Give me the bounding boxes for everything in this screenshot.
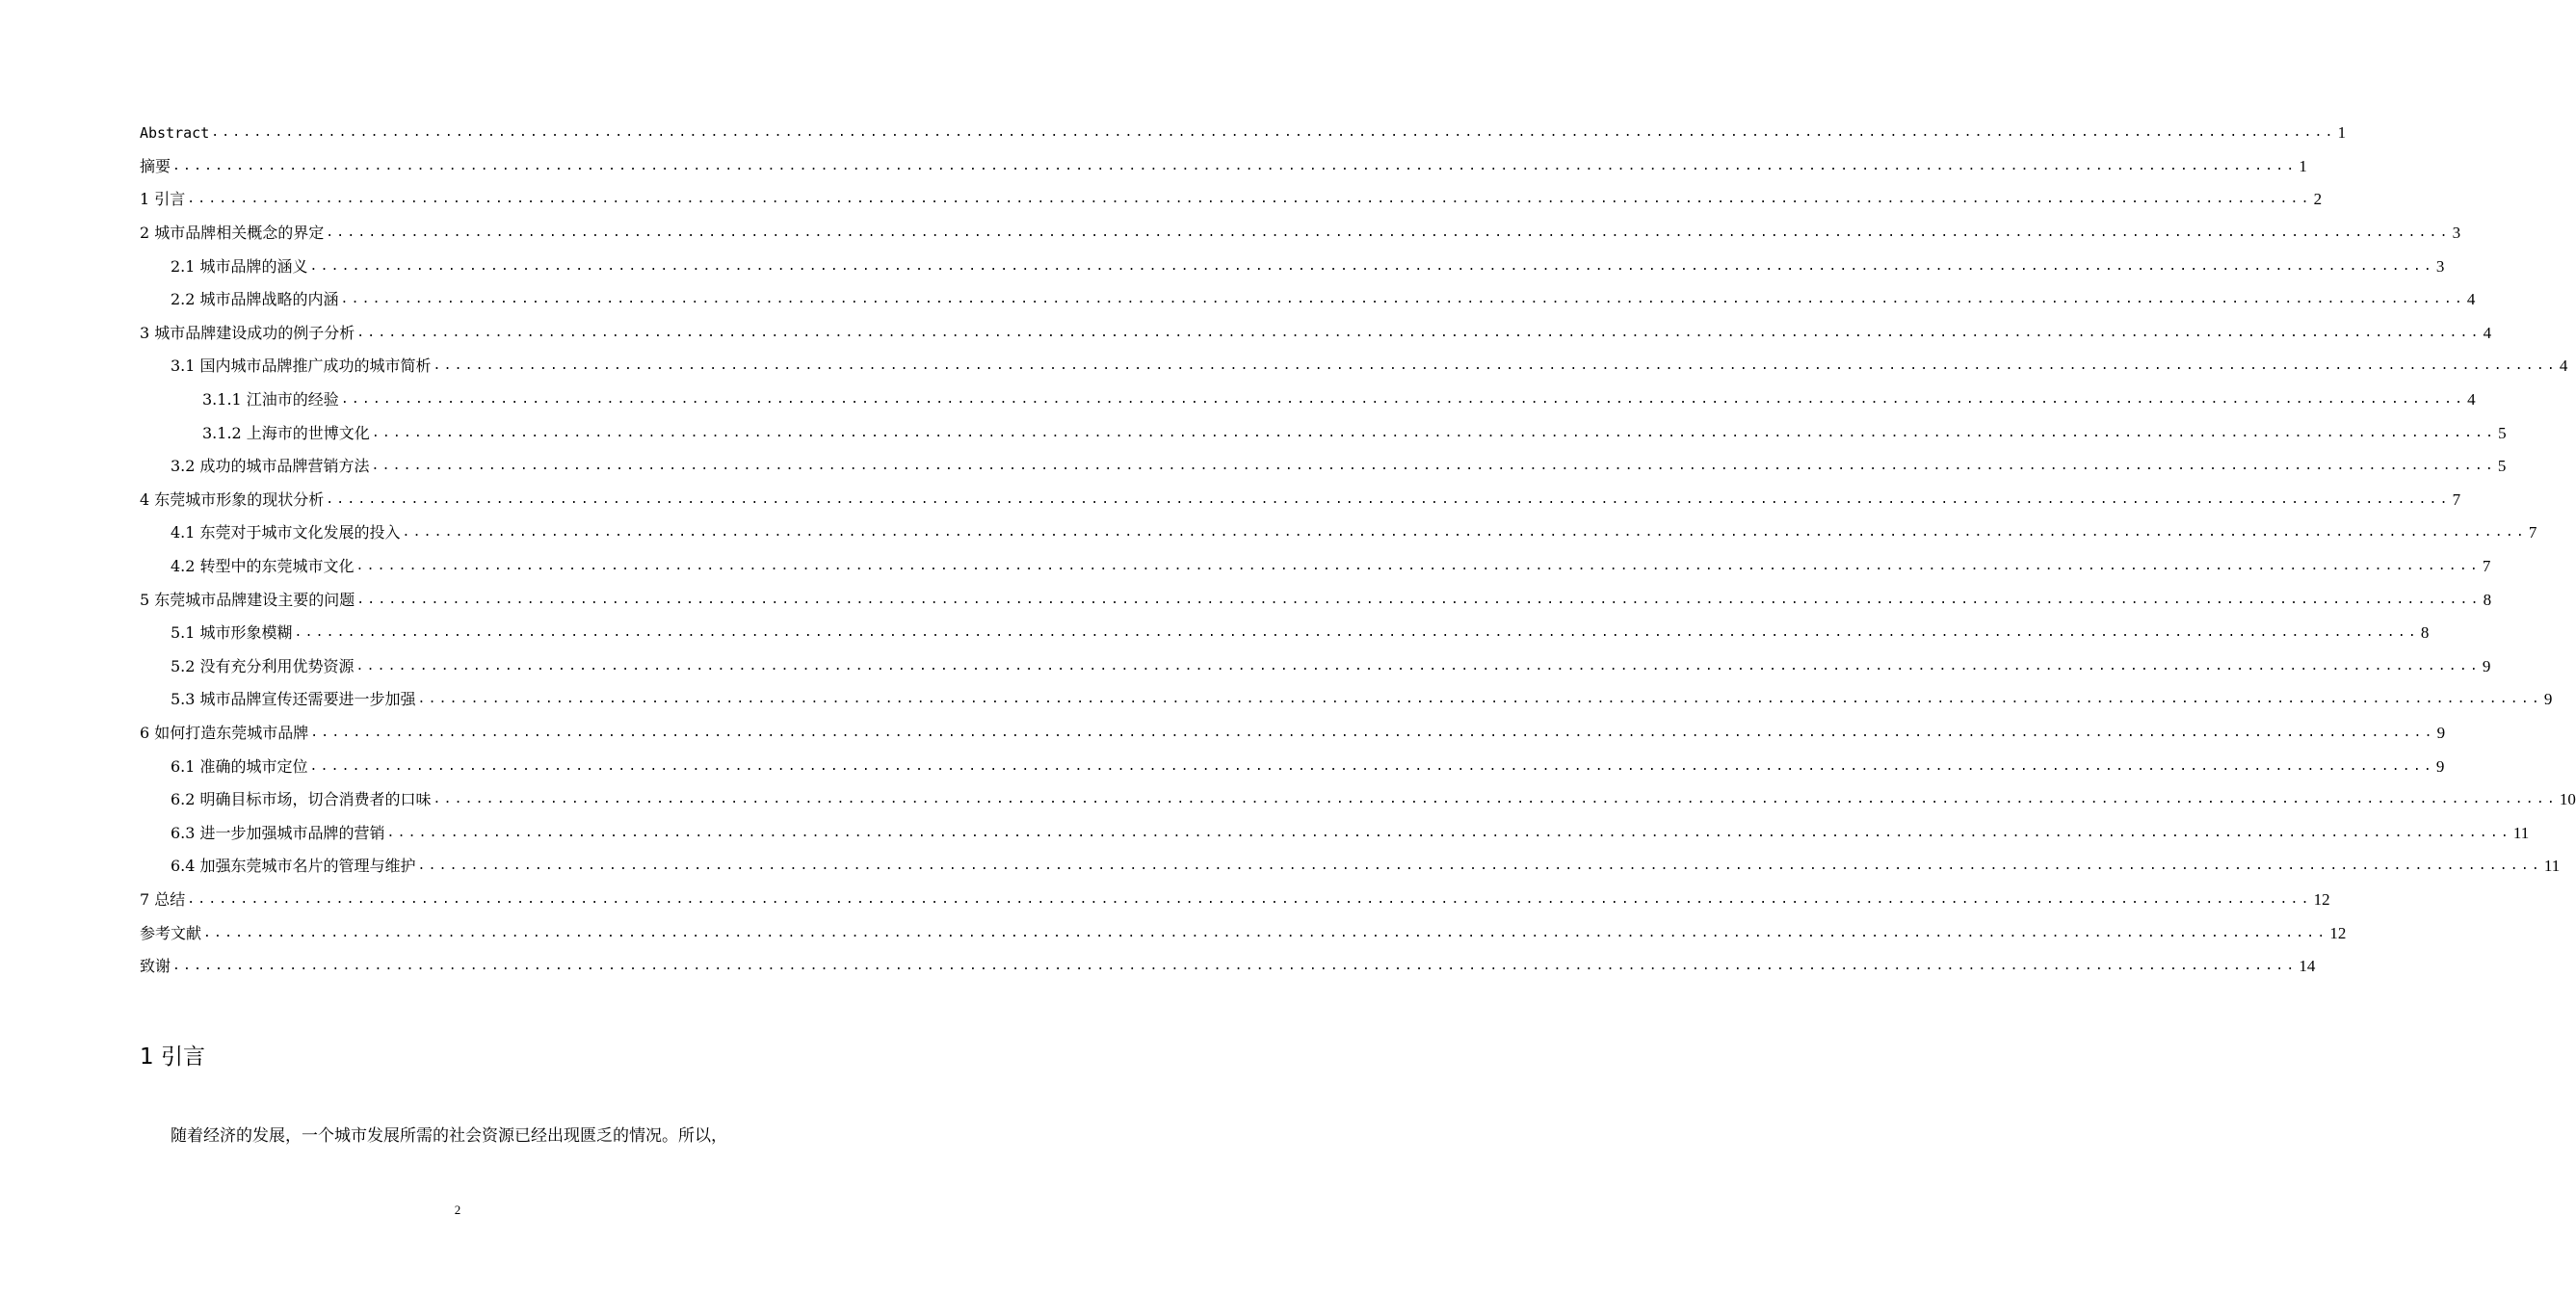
toc-entry[interactable] bbox=[140, 550, 2491, 584]
toc-leader-dots: ........................................................................................................................................................................................................ bbox=[326, 491, 2451, 507]
toc-entry-label: 摘要 bbox=[140, 156, 171, 175]
toc-leader-dots: ........................................................................................................................................................................................................ bbox=[386, 825, 2511, 840]
toc-entry[interactable] bbox=[140, 516, 2537, 550]
toc-leader-dots: ........................................................................................................................................................................................................ bbox=[355, 658, 2481, 674]
toc-leader-dots: ........................................................................................................................................................................................................ bbox=[187, 192, 2312, 207]
toc-leader-dots: ........................................................................................................................................................................................................ bbox=[417, 859, 2542, 874]
body-paragraph: 随着经济的发展，一个城市发展所需的社会资源已经出现匮乏的情况。所以， bbox=[171, 1126, 727, 1146]
toc-entry[interactable] bbox=[140, 816, 2530, 850]
toc-entry-label: 4.2 转型中的东莞城市文化 bbox=[171, 557, 355, 576]
toc-entry-page: 1 bbox=[2299, 156, 2307, 175]
toc-leader-dots: ........................................................................................................................................................................................................ bbox=[340, 292, 2465, 307]
toc-entry-page: 5 bbox=[2498, 423, 2507, 442]
toc-entry[interactable] bbox=[140, 717, 2446, 751]
toc-leader-dots: ........................................................................................................................................................................................................ bbox=[187, 891, 2312, 907]
toc-leader-dots: ........................................................................................................................................................................................................ bbox=[294, 625, 2419, 641]
toc-leader-dots: ........................................................................................................................................................................................................ bbox=[371, 459, 2496, 474]
page-number: 2 bbox=[454, 1202, 461, 1217]
toc-entry-page: 12 bbox=[2329, 923, 2347, 942]
toc-entry-page: 9 bbox=[2435, 756, 2445, 776]
toc-leader-dots: ........................................................................................................................................................................................................ bbox=[309, 258, 2434, 274]
toc-entry-page: 3 bbox=[2452, 224, 2461, 243]
toc-entry-label: 参考文献 bbox=[140, 923, 202, 942]
toc-leader-dots: ........................................................................................................................................................................................................ bbox=[356, 592, 2482, 607]
toc-entry-label: 2.1 城市品牌的涵义 bbox=[171, 256, 308, 276]
toc-entry-label: 4.1 东莞对于城市文化发展的投入 bbox=[171, 523, 401, 542]
toc-leader-dots: ........................................................................................................................................................................................................ bbox=[326, 225, 2451, 241]
toc-leader-dots: ........................................................................................................................................................................................................ bbox=[172, 158, 2298, 173]
toc-entry-label: 5.3 城市品牌宣传还需要进一步加强 bbox=[171, 690, 416, 709]
toc-entry-label: 2 城市品牌相关概念的界定 bbox=[140, 224, 325, 243]
toc-entry-page: 11 bbox=[2512, 823, 2530, 842]
toc-entry-page: 3 bbox=[2435, 256, 2445, 276]
toc-entry-page: 9 bbox=[2482, 656, 2491, 675]
toc-entry[interactable] bbox=[140, 283, 2476, 317]
toc-entry[interactable] bbox=[140, 117, 2347, 150]
toc-entry[interactable] bbox=[140, 350, 2568, 383]
toc-entry-page: 9 bbox=[2436, 723, 2446, 742]
toc-leader-dots: ........................................................................................................................................................................................................ bbox=[310, 725, 2435, 740]
toc-entry-page: 4 bbox=[2466, 290, 2476, 309]
toc-entry-page: 11 bbox=[2543, 857, 2561, 876]
toc-entry-label: 7 总结 bbox=[140, 889, 186, 909]
toc-leader-dots: ........................................................................................................................................................................................................ bbox=[356, 325, 2482, 340]
toc-entry[interactable] bbox=[140, 383, 2476, 417]
toc-leader-dots: ........................................................................................................................................................................................................ bbox=[355, 559, 2481, 574]
toc-leader-dots: ........................................................................................................................................................................................................ bbox=[417, 692, 2542, 707]
toc-entry[interactable] bbox=[140, 850, 2561, 884]
toc-entry[interactable] bbox=[140, 416, 2507, 450]
toc-entry[interactable] bbox=[140, 750, 2445, 783]
toc-entry-label: 6.3 进一步加强城市品牌的营销 bbox=[171, 823, 385, 842]
toc-entry[interactable] bbox=[140, 583, 2492, 617]
toc-entry-page: 9 bbox=[2543, 690, 2553, 709]
toc-leader-dots: ........................................................................................................................................................................................................ bbox=[433, 358, 2558, 374]
toc-entry-page: 7 bbox=[2482, 557, 2491, 576]
toc-entry-label: 3.2 成功的城市品牌营销方法 bbox=[171, 457, 370, 476]
toc-entry-page: 12 bbox=[2313, 889, 2330, 909]
toc-entry[interactable] bbox=[140, 683, 2553, 717]
toc-entry[interactable] bbox=[140, 217, 2461, 251]
toc-entry-label: 3.1 国内城市品牌推广成功的城市简析 bbox=[171, 357, 432, 376]
toc-entry-label: 2.2 城市品牌战略的内涵 bbox=[171, 290, 339, 309]
toc-leader-dots: ........................................................................................................................................................................................................ bbox=[340, 392, 2466, 408]
toc-entry-page: 1 bbox=[2337, 123, 2347, 143]
toc-entry-label: Abstract bbox=[140, 124, 210, 143]
toc-entry-label: 3 城市品牌建设成功的例子分析 bbox=[140, 323, 355, 342]
toc-entry[interactable] bbox=[140, 650, 2491, 684]
toc-entry-label: 6.4 加强东莞城市名片的管理与维护 bbox=[171, 857, 416, 876]
toc-entry-label: 5.1 城市形象模糊 bbox=[171, 623, 293, 643]
toc-entry-label: 4 东莞城市形象的现状分析 bbox=[140, 489, 325, 509]
toc-leader-dots: ........................................................................................................................................................................................................ bbox=[172, 959, 2298, 974]
toc-entry[interactable] bbox=[140, 484, 2461, 517]
toc-entry-page: 8 bbox=[2483, 590, 2492, 609]
toc-leader-dots: ........................................................................................................................................................................................................ bbox=[433, 792, 2558, 807]
toc-entry[interactable] bbox=[140, 150, 2307, 184]
toc-entry[interactable] bbox=[140, 250, 2445, 283]
toc-entry-label: 5 东莞城市品牌建设主要的问题 bbox=[140, 590, 355, 609]
toc-leader-dots: ........................................................................................................................................................................................................ bbox=[211, 125, 2336, 141]
toc-entry-page: 7 bbox=[2452, 489, 2461, 509]
toc-entry[interactable] bbox=[140, 950, 2316, 984]
toc-entry[interactable] bbox=[140, 617, 2430, 650]
toc-entry[interactable] bbox=[140, 783, 2576, 817]
toc-entry-label: 致谢 bbox=[140, 957, 171, 976]
toc-entry-label: 3.1.2 上海市的世博文化 bbox=[202, 423, 370, 442]
toc-entry[interactable] bbox=[140, 884, 2330, 917]
toc-entry-label: 5.2 没有充分利用优势资源 bbox=[171, 656, 355, 675]
toc-entry-label: 3.1.1 江油市的经验 bbox=[202, 390, 339, 410]
toc-leader-dots: ........................................................................................................................................................................................................ bbox=[371, 425, 2497, 440]
toc-entry-page: 4 bbox=[2467, 390, 2476, 410]
toc-leader-dots: ........................................................................................................................................................................................................ bbox=[309, 758, 2434, 774]
toc-entry[interactable] bbox=[140, 183, 2323, 217]
section-heading: 1 引言 bbox=[140, 1044, 205, 1070]
toc-entry-page: 10 bbox=[2559, 790, 2576, 809]
toc-entry-page: 7 bbox=[2528, 523, 2537, 542]
toc-entry-label: 6.1 准确的城市定位 bbox=[171, 756, 308, 776]
toc-entry-page: 2 bbox=[2313, 190, 2323, 209]
toc-entry[interactable] bbox=[140, 916, 2347, 950]
toc-entry-page: 8 bbox=[2420, 623, 2430, 643]
toc-entry[interactable] bbox=[140, 450, 2507, 484]
toc-entry-page: 5 bbox=[2497, 457, 2507, 476]
table-of-contents bbox=[140, 117, 2576, 983]
toc-entry[interactable] bbox=[140, 317, 2492, 351]
toc-entry-page: 14 bbox=[2299, 957, 2316, 976]
toc-entry-page: 4 bbox=[2559, 357, 2568, 376]
toc-leader-dots: ........................................................................................................................................................................................................ bbox=[203, 925, 2328, 940]
toc-entry-label: 1 引言 bbox=[140, 190, 186, 209]
toc-entry-label: 6 如何打造东莞城市品牌 bbox=[140, 723, 309, 742]
toc-entry-page: 4 bbox=[2483, 323, 2492, 342]
toc-leader-dots: ........................................................................................................................................................................................................ bbox=[402, 525, 2527, 541]
toc-entry-label: 6.2 明确目标市场，切合消费者的口味 bbox=[171, 790, 432, 809]
